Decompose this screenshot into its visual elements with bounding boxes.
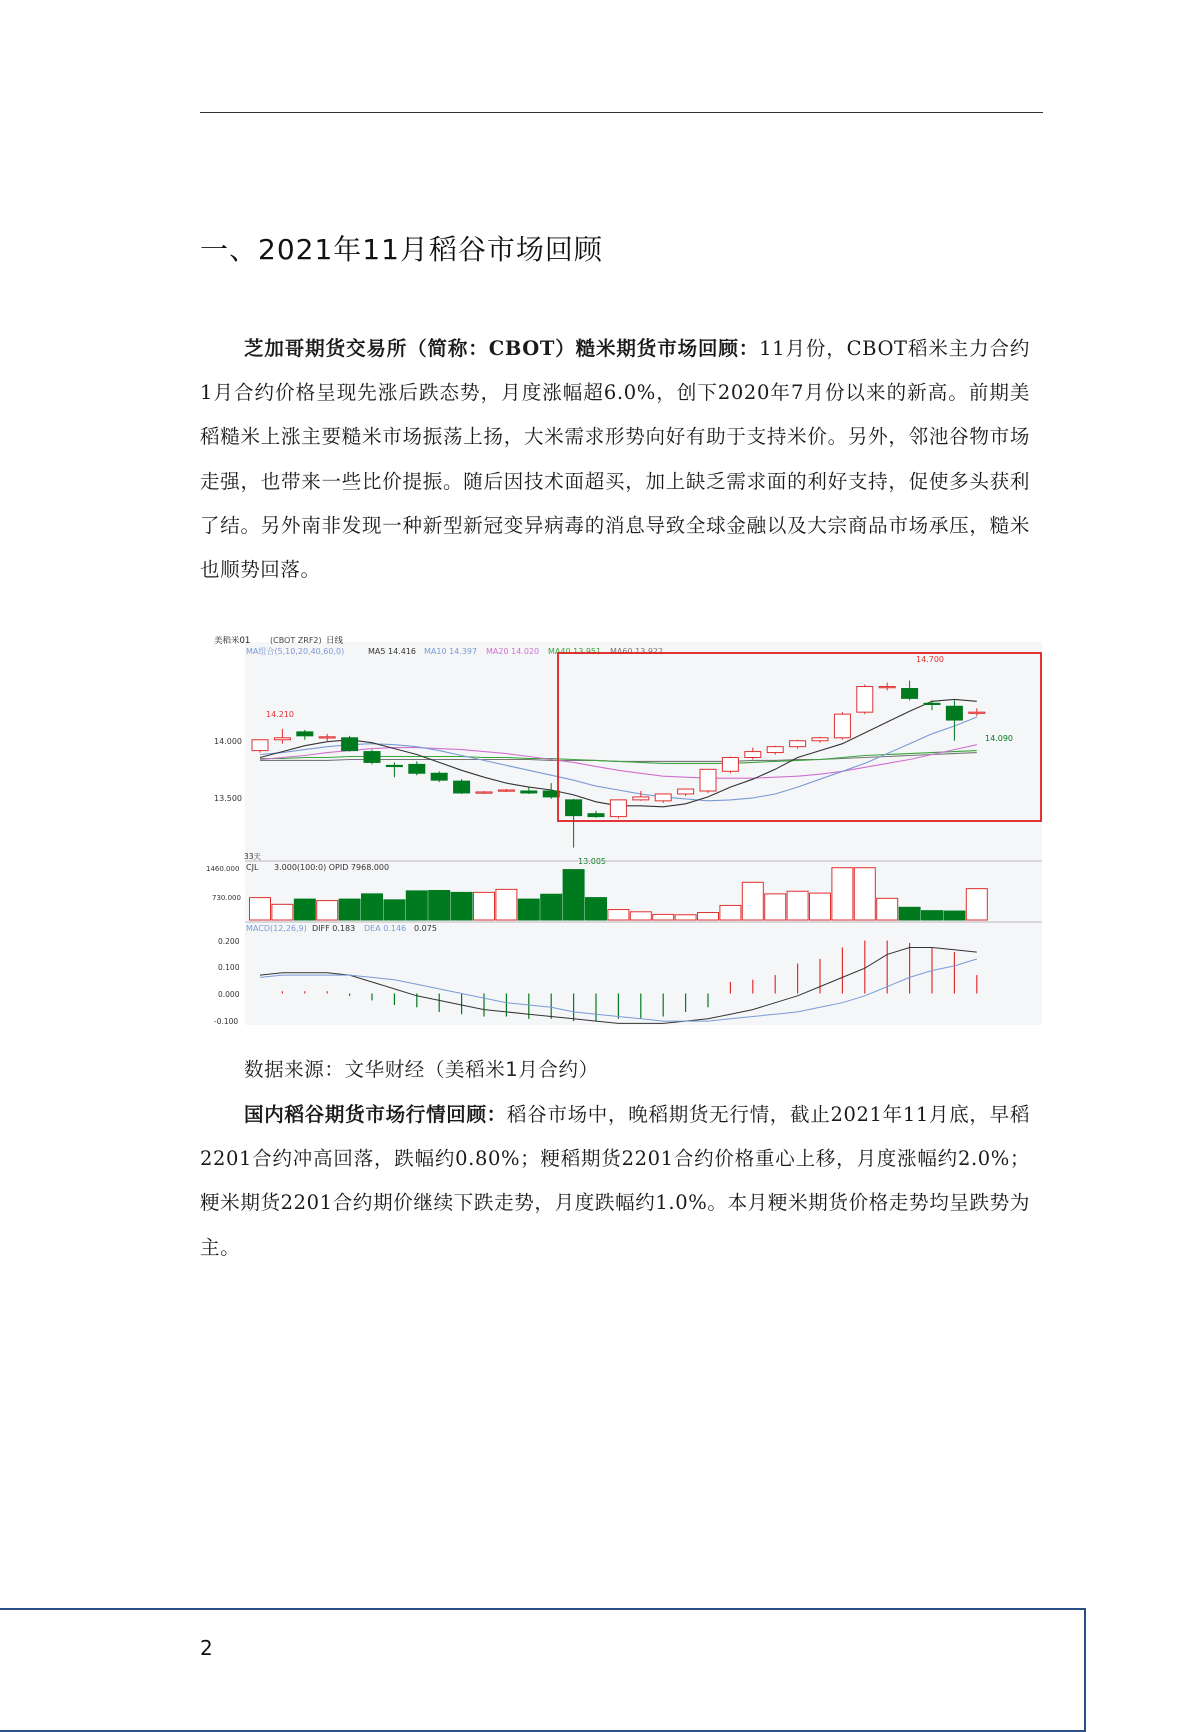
candle-body <box>655 794 671 801</box>
candle-body <box>566 800 582 816</box>
candle-body <box>252 740 268 751</box>
volume-bar <box>339 899 360 920</box>
volume-bar <box>384 900 405 920</box>
candle-body <box>700 769 716 791</box>
footer-frame <box>0 1608 1086 1732</box>
volume-bar <box>317 901 338 920</box>
volume-bar <box>854 868 875 920</box>
ma-group-label: MA组合(5,10,20,40,60,0) <box>246 647 345 656</box>
volume-bar <box>675 915 696 920</box>
paragraph-lead: 国内稻谷期货市场行情回顾： <box>244 1103 507 1126</box>
volume-bar <box>698 913 719 920</box>
volume-bar <box>563 870 584 920</box>
candle-body <box>857 687 873 713</box>
paragraph-lead: 芝加哥期货交易所（简称：CBOT）糙米期货市场回顾： <box>244 337 760 360</box>
candle-body <box>498 790 514 791</box>
ma60-legend: MA60 13.922 <box>610 647 664 656</box>
annotation-low-1: 13.005 <box>578 857 606 866</box>
candle-body <box>521 791 537 793</box>
chart-period[interactable]: 日线 <box>326 636 344 646</box>
volume-bar <box>451 892 472 920</box>
candle-body <box>767 747 783 753</box>
macd-label: MACD(12,26,9) <box>246 924 307 933</box>
paragraph-domestic-review <box>200 1093 1030 1270</box>
ma40-legend: MA40 13.951 <box>548 647 602 656</box>
candle-body <box>588 814 604 817</box>
macd-dea-label: DEA 0.146 <box>364 924 407 933</box>
volume-bar <box>429 891 450 920</box>
volume-bar <box>630 912 651 920</box>
candle-body <box>274 738 290 740</box>
volume-bar <box>541 894 562 920</box>
candle-body <box>902 689 918 699</box>
volume-bar <box>832 868 853 920</box>
chart-plot-area <box>245 642 1042 1025</box>
volume-bar <box>765 894 786 920</box>
volume-tick-label: 1460.000 <box>206 865 240 873</box>
volume-bar <box>899 907 920 920</box>
annotation-high-1: 14.210 <box>266 710 294 719</box>
paragraph-cbot-review <box>200 327 1030 592</box>
volume-bar <box>810 893 831 920</box>
candle-body <box>543 791 559 797</box>
volume-bar <box>608 910 629 920</box>
candle-body <box>790 741 806 747</box>
ma20-legend: MA20 14.020 <box>486 647 540 656</box>
candle-body <box>678 789 694 794</box>
candle-body <box>610 800 626 817</box>
candle-body <box>476 792 492 793</box>
candle-body <box>364 752 380 763</box>
paragraph-body: 稻谷市场中，晚稻期货无行情，截止2021年11月底，早稻2201合约冲高回落，跌幅约0.80%；粳稻期货2201合约价格重心上移，月度涨幅约2.0%；粳米期货2201合约期价继续下跌走势，月度跌幅约1.0%。本月粳米期货价格走势均呈跌势为主。 <box>200 1103 1030 1259</box>
macd-diff-label: DIFF 0.183 <box>312 924 356 933</box>
volume-bar <box>944 911 965 920</box>
annotation-high-2: 14.700 <box>916 655 944 664</box>
macd-tick-label: 0.100 <box>218 963 240 972</box>
price-tick-label: 13.500 <box>214 794 242 803</box>
volume-bar <box>272 904 293 920</box>
candlestick-chart <box>200 636 1043 1031</box>
candle-body <box>319 737 335 738</box>
candle-body <box>812 738 828 741</box>
candle-body <box>454 781 470 793</box>
ma10-legend: MA10 14.397 <box>424 647 478 656</box>
page-number: 2 <box>200 1636 213 1660</box>
chart-symbol: 美稻米01 <box>214 636 251 646</box>
volume-bar <box>586 898 607 920</box>
candle-body <box>969 712 985 713</box>
section-title: 一、2021年11月稻谷市场回顾 <box>200 233 603 266</box>
volume-bar <box>294 899 315 920</box>
volume-bar <box>496 889 517 920</box>
volume-label: CJL <box>246 863 259 872</box>
volume-bar <box>653 914 674 920</box>
volume-bar <box>787 891 808 920</box>
data-source-caption: 数据来源：文华财经（美稻米1月合约） <box>244 1058 599 1081</box>
candle-body <box>409 764 425 773</box>
macd-tick-label: 0.000 <box>218 990 240 999</box>
macd-value-label: 0.075 <box>414 924 437 933</box>
volume-bar <box>250 898 271 920</box>
ma5-legend: MA5 14.416 <box>368 647 416 656</box>
chart-exchange: (CBOT ZRF2) <box>270 636 322 645</box>
days-label: 33天 <box>244 852 262 861</box>
price-tick-label: 14.000 <box>214 737 242 746</box>
header-rule <box>200 112 1043 113</box>
candle-body <box>431 773 447 780</box>
volume-info: 3.000(100:0) OPID 7968.000 <box>274 863 390 872</box>
volume-bar <box>877 898 898 920</box>
volume-tick-label: 730.000 <box>212 894 241 902</box>
volume-bar <box>362 894 383 920</box>
volume-bar <box>406 891 427 920</box>
volume-bar <box>518 899 539 920</box>
candle-body <box>342 738 358 751</box>
candle-body <box>633 797 649 800</box>
candle-body <box>879 687 895 688</box>
volume-bar <box>922 911 943 920</box>
annotation-low-2: 14.090 <box>985 734 1013 743</box>
volume-bar <box>474 892 495 920</box>
candle-body <box>722 757 738 771</box>
candle-body <box>297 732 313 736</box>
candle-body <box>834 714 850 738</box>
volume-bar <box>742 882 763 920</box>
candle-body <box>745 752 761 758</box>
volume-bar <box>720 905 741 920</box>
volume-bar <box>966 889 987 920</box>
candle-body <box>946 706 962 720</box>
chart-svg <box>200 636 1043 1031</box>
candle-body <box>386 765 402 766</box>
macd-tick-label: 0.200 <box>218 937 240 946</box>
macd-tick-label: -0.100 <box>214 1017 239 1026</box>
paragraph-body: 11月份，CBOT稻米主力合约1月合约价格呈现先涨后跌态势，月度涨幅超6.0%，创下2020年7月份以来的新高。前期美稻糙米上涨主要糙米市场振荡上扬，大米需求形势向好有助于支持米价。另外，邻池谷物市场走强，也带来一些比价提振。随后因技术面超买，加上缺乏需求面的利好支持，促使多头获利了结。另外南非发现一种新型新冠变异病毒的消息导致全球金融以及大宗商品市场承压，糙米也顺势回落。 <box>200 337 1031 582</box>
candle-body <box>924 703 940 704</box>
